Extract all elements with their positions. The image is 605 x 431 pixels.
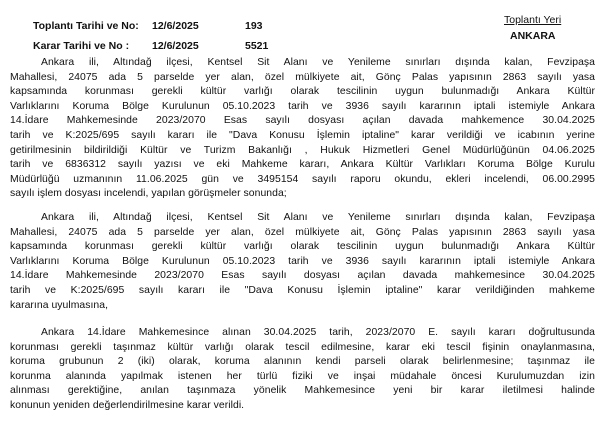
decision-label: Karar Tarihi ve No :	[33, 40, 130, 52]
paragraph-line: kapsamında korunması gerekli kültür varlığı olarak tescilinin uygun bulunmadığı Ankara Kültür	[10, 86, 595, 98]
paragraph-line: konunun yeniden değerlendirilmesine karar verildi.	[10, 399, 245, 411]
location-value: ANKARA	[510, 30, 556, 42]
paragraph-line: korunması gerekli taşınmaz kültür varlığı olarak tescil edilmesine, karar eki tescil fişinin onaylanmasına,	[10, 341, 595, 353]
paragraph-line: Mahallesi, 24075 ada 5 parselde yer alan, özel mülkiyete ait, Gönç Palas yapısının 2863 sayılı yasa	[10, 226, 595, 238]
meeting-no: 193	[245, 20, 263, 32]
paragraph-3	[10, 326, 595, 414]
paragraph-line: Mahallesi, 24075 ada 5 parselde yer alan, özel mülkiyete ait, Gönç Palas yapısının 2863 sayılı yasa	[10, 71, 595, 83]
paragraph-line: tarih ve K:2025/695 sayılı kararı ile "Dava Konusu İşlemin iptaline" karar verildiğinden mahkeme	[10, 284, 595, 296]
decision-no: 5521	[245, 40, 269, 52]
meeting-date: 12/6/2025	[152, 20, 199, 32]
paragraph-line: Ankara ili, Altındağ ilçesi, Kentsel Sit Alanı ve Yenileme sınırları dışında kalan, Fevzipaşa	[41, 57, 595, 68]
paragraph-2	[10, 211, 595, 313]
paragraph-line: getirilmesinin bildirildiği Kültür ve Turizm Bakanlığı , Hukuk Hizmetleri Genel Müdürlüğünün 04.06.2025	[10, 144, 595, 156]
paragraph-line: Ankara ili, Altındağ ilçesi, Kentsel Sit Alanı ve Yenileme sınırları dışında kalan, Fevzipaşa	[41, 212, 595, 223]
paragraph-line: kapsamında korunması gerekli kültür varlığı olarak tescilinin uygun bulunmadığı Ankara Kültür	[10, 241, 595, 253]
paragraph-line: kararına uyulmasına,	[10, 299, 109, 311]
paragraph-line: 14.İdare Mahkemesinde 2023/2070 Esas sayılı dosyası açılan davada mahkemesince 30.04.2025	[10, 270, 595, 282]
paragraph-line: Varlıklarını Koruma Bölge Kurulunun 05.10.2023 tarih ve 3936 sayılı kararının iptali istemiyle Ankara	[10, 100, 595, 112]
paragraph-line: Müdürlüğü uzmanının 11.06.2025 gün ve 3495154 sayılı raporu okundu, ekleri incelendi, 06.00.2995	[10, 173, 595, 185]
paragraph-line: koruma grubunun 2 (iki) olarak, koruma alanının kendi parseli olarak belirlenmesine; taşınmaz ile	[10, 356, 595, 368]
meeting-label: Toplantı Tarihi ve No:	[33, 20, 139, 32]
paragraph-line: tarih ve K:2025/695 sayılı kararı ile "Dava Konusu İşlemin iptaline" karar verildiği ve icabının yerine	[10, 129, 595, 141]
paragraph-1	[10, 56, 595, 202]
location-label: Toplantı Yeri	[504, 14, 562, 26]
paragraph-line: sayılı işlem dosyası incelendi, yapılan görüşmeler sonunda;	[10, 188, 287, 200]
decision-date: 12/6/2025	[152, 40, 199, 52]
paragraph-line: 14.İdare Mahkemesinde 2023/2070 Esas sayılı dosyası açılan davada mahkemence 30.04.2025	[10, 115, 595, 127]
paragraph-line: Ankara 14.İdare Mahkemesince alınan 30.04.2025 tarih, 2023/2070 E. sayılı kararı doğrultusunda	[41, 327, 595, 338]
paragraph-line: tarih ve 6836312 sayılı yazısı ve eki Mahkeme kararı, Ankara Kültür Varlıkları Koruma Bölge Kurulu	[10, 159, 595, 171]
paragraph-line: korunma alanında yapılmak istenen her türlü fiziki ve inşai müdahale öncesi Kurulumuzdan izin	[10, 370, 595, 382]
paragraph-line: Varlıklarını Koruma Bölge Kurulunun 05.10.2023 tarih ve 3936 sayılı kararının iptali istemiyle Ankara	[10, 255, 595, 267]
paragraph-line: alınması gerektiğine, anılan taşınmaza yönelik Mahkemesince yeni bir karar iletilmesi halinde	[10, 385, 595, 397]
